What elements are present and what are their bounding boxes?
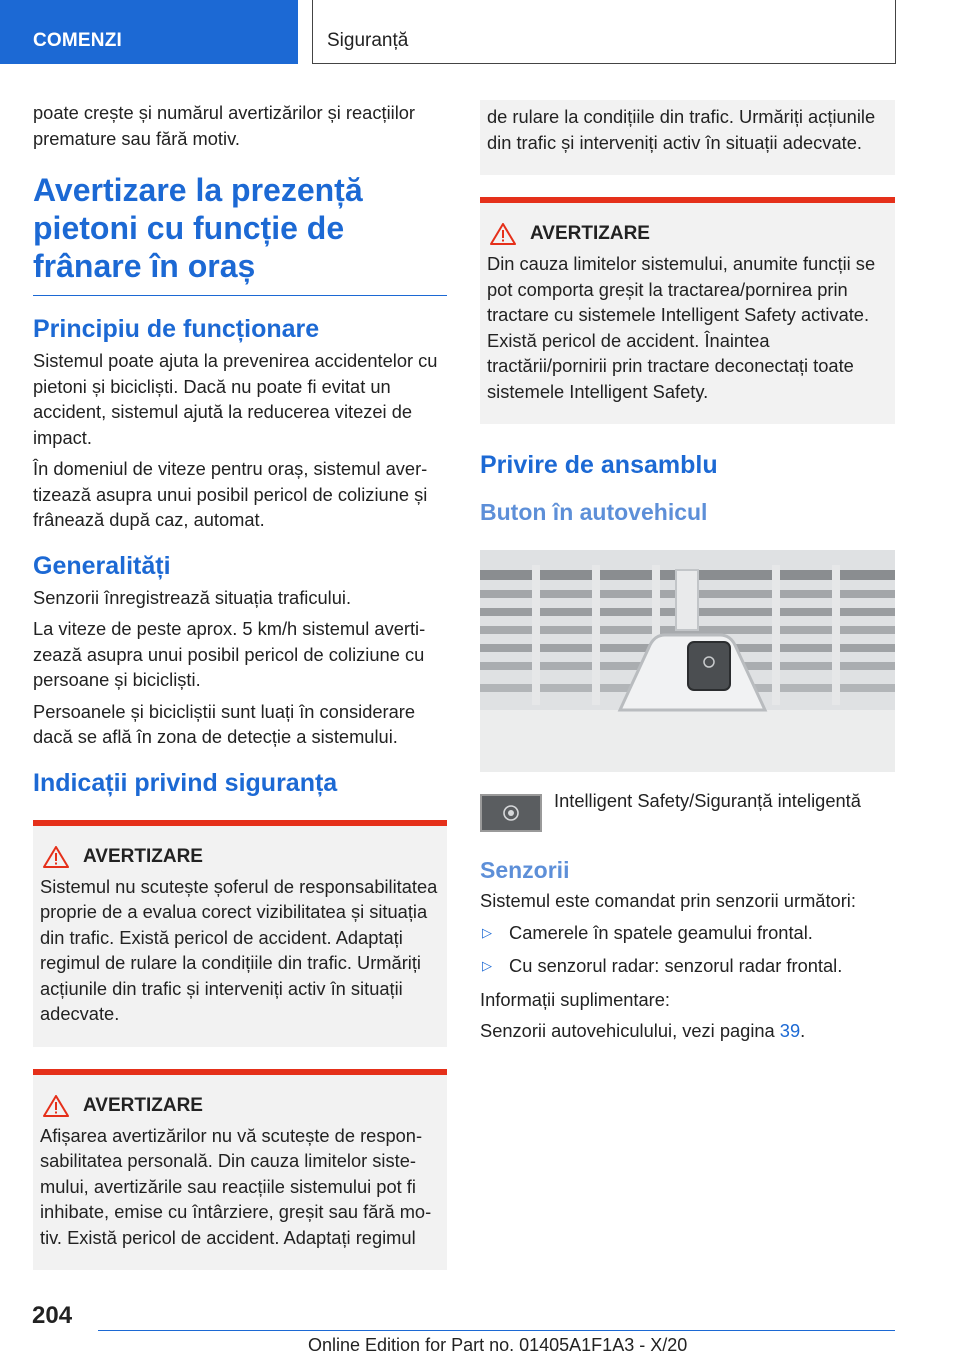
sensors-intro: Sistemul este comandat prin senzorii următori: (480, 890, 856, 911)
bullet-triangle-icon: ▷ (482, 924, 492, 940)
chapter-header (312, 0, 896, 64)
safety-heading: Indicații privind siguranța (33, 768, 338, 797)
intelligent-safety-button-icon (480, 794, 542, 832)
button-caption: Intelligent Safety/Siguranță inteligentă (554, 790, 861, 811)
page-title: Avertizare la prezență pietoni cu funcție de frânare în oraș (33, 171, 447, 296)
general-paragraph-2: La viteze de peste aprox. 5 km/h sistemul avertizează asupra unui posibil pericol de coliziune cu persoane și bicicliști. (33, 618, 426, 690)
overview-heading: Privire de ansamblu (480, 451, 718, 479)
more-info-label: Informații suplimentare: (480, 988, 670, 1010)
button-heading: Buton în autovehicul (480, 499, 708, 525)
footer-divider (98, 1330, 895, 1331)
warning-text: Sistemul nu scutește șoferul de responsabilitatea proprie de a evalua corect vizibilitatea și situația din trafic. Există pericol de accident. Adaptați regimul de rulare la condițiile din trafic. Urmăriți acțiunile din trafic și interveniți activ în situații adecvate. (40, 875, 438, 1024)
intro-paragraph: poate crește și numărul avertizărilor și reacțiilor premature sau fără motiv. (33, 102, 416, 149)
warning-title: AVERTIZARE (83, 1094, 203, 1116)
bullet-triangle-icon: ▷ (482, 958, 492, 973)
warning-text: Din cauza limitelor sistemului, anumite funcții se pot comporta greșit la tractarea/pornirea prin tractare cu sistemele Intelligent Safety activate. Există pericol de accident. Înaintea tractării/pornirii prin tractare deconectați toate sistemele Intelligent Safety. (487, 253, 876, 402)
section-tab[interactable] (0, 0, 298, 64)
sensors-heading: Senzorii (480, 857, 570, 883)
button-legend (480, 788, 895, 832)
warning-triangle-icon (43, 846, 69, 868)
warning-box-3 (480, 197, 895, 424)
warning-title: AVERTIZARE (83, 845, 203, 867)
sensors-list (480, 920, 895, 979)
page-number: 204 (32, 1302, 73, 1329)
general-heading: Generalități (33, 551, 171, 580)
principle-paragraph-2: În domeniul de viteze pentru oraș, sistemul avertizează asupra unui posibil pericol de coliziune și frânează după caz, automat. (33, 458, 428, 530)
general-paragraph-3: Persoanele și bicicliștii sunt luați în considerare dacă se află în zona de detecție a sistemului. (33, 700, 416, 747)
warning-box-2-continued (480, 100, 895, 175)
principle-heading: Principiu de funcționare (33, 315, 320, 343)
warning-box-2 (33, 1069, 447, 1271)
principle-paragraph-1: Sistemul poate ajuta la prevenirea accidentelor cu pietoni și bicicliști. Dacă nu poate fi evitat un accident, sistemul ajută la reducerea vitezei de impact. (33, 350, 438, 448)
page-link[interactable]: 39 (779, 1020, 801, 1041)
list-item: ▷ Cu senzorul radar: senzorul radar frontal. (480, 953, 895, 979)
warning-text: Afișarea avertizărilor nu vă scutește de responsabilitatea personală. Din cauza limitelor sistemului, avertizările sau reacțiile sistemului pot fi inhibate, emise cu întârziere, greșit sau fără motiv. Există pericol de accident. Adaptați regimul (40, 1124, 432, 1248)
page-reference: Senzorii autovehiculului, vezi pagina 39. (480, 1020, 806, 1041)
chapter-title: Siguranță (327, 30, 409, 51)
section-tab-label: COMENZI (33, 30, 123, 51)
warning-triangle-icon (43, 1095, 69, 1117)
list-item: ▷ Camerele în spatele geamului frontal. (480, 920, 895, 946)
left-column (33, 100, 447, 1270)
warning-text-continued: de rulare la condițiile din trafic. Urmăriți acțiunile din trafic și interveniți activ în situații adecvate. (487, 106, 876, 153)
warning-title: AVERTIZARE (530, 223, 650, 244)
button-photo (480, 550, 895, 772)
warning-box-1 (33, 820, 447, 1047)
warning-triangle-icon (490, 223, 516, 245)
edition-text: Online Edition for Part no. 01405A1F1A3 - X/20 (308, 1335, 688, 1355)
general-paragraph-1: Senzorii înregistrează situația traficului. (33, 586, 352, 608)
right-column (480, 100, 895, 1050)
